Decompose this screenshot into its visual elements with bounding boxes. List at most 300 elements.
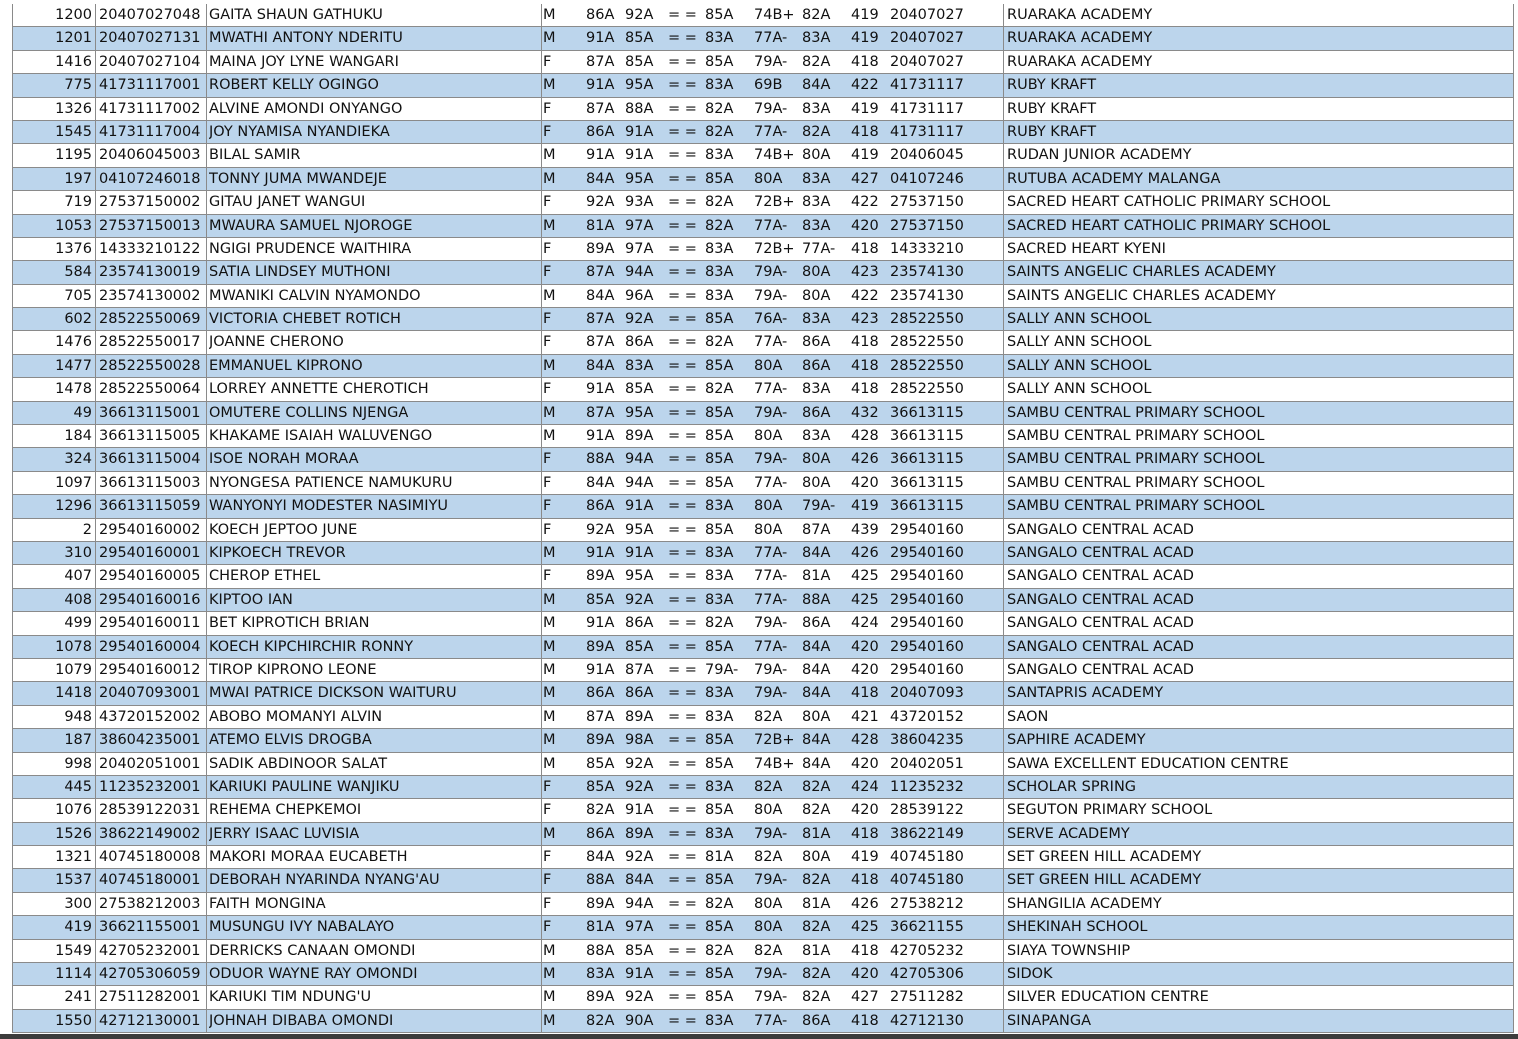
score-5-cell: 80A bbox=[802, 474, 831, 491]
table-row[interactable] bbox=[13, 682, 1513, 705]
score-3-cell: 85A bbox=[705, 802, 734, 819]
score-4-cell: 80A bbox=[754, 521, 783, 538]
student-name-cell: ALVINE AMONDI ONYANGO bbox=[209, 100, 403, 117]
marker-cell: = = bbox=[668, 544, 697, 561]
index-number-cell: 20402051001 bbox=[99, 755, 201, 772]
school-name-cell: SILVER EDUCATION CENTRE bbox=[1007, 989, 1209, 1006]
table-row[interactable] bbox=[13, 823, 1513, 846]
table-row[interactable] bbox=[13, 121, 1513, 144]
school-code-cell: 38604235 bbox=[890, 732, 964, 749]
score-3-cell: 83A bbox=[705, 708, 734, 725]
score-2-cell: 95A bbox=[625, 568, 654, 585]
table-row[interactable] bbox=[13, 916, 1513, 939]
index-number-cell: 23574130019 bbox=[99, 264, 201, 281]
school-code-cell: 41731117 bbox=[890, 77, 964, 94]
marker-cell: = = bbox=[668, 919, 697, 936]
table-row[interactable] bbox=[13, 893, 1513, 916]
total-cell: 419 bbox=[851, 30, 879, 47]
score-2-cell: 97A bbox=[625, 919, 654, 936]
school-code-cell: 28539122 bbox=[890, 802, 964, 819]
school-code-cell: 36613115 bbox=[890, 474, 964, 491]
score-2-cell: 95A bbox=[625, 77, 654, 94]
sex-cell: M bbox=[543, 989, 556, 1006]
table-row[interactable] bbox=[13, 542, 1513, 565]
score-3-cell: 83A bbox=[705, 544, 734, 561]
index-number-cell: 20407027131 bbox=[99, 30, 201, 47]
student-name-cell: NGIGI PRUDENCE WAITHIRA bbox=[209, 240, 412, 257]
score-3-cell: 85A bbox=[705, 872, 734, 889]
school-name-cell: SIDOK bbox=[1007, 966, 1053, 983]
score-1-cell: 86A bbox=[586, 123, 615, 140]
score-1-cell: 89A bbox=[586, 240, 615, 257]
total-cell: 427 bbox=[851, 170, 879, 187]
sex-cell: M bbox=[543, 287, 556, 304]
score-3-cell: 83A bbox=[705, 825, 734, 842]
student-name-cell: JOY NYAMISA NYANDIEKA bbox=[209, 123, 390, 140]
score-1-cell: 87A bbox=[586, 334, 615, 351]
sex-cell: M bbox=[543, 755, 556, 772]
table-row[interactable] bbox=[13, 355, 1513, 378]
school-code-cell: 20407027 bbox=[890, 7, 964, 23]
marker-cell: = = bbox=[668, 334, 697, 351]
score-5-cell: 84A bbox=[802, 638, 831, 655]
score-5-cell: 79A- bbox=[802, 498, 836, 515]
total-cell: 421 bbox=[851, 708, 879, 725]
school-name-cell: RUDAN JUNIOR ACADEMY bbox=[1007, 147, 1192, 164]
total-cell: 418 bbox=[851, 240, 879, 257]
school-code-cell: 20407027 bbox=[890, 53, 964, 70]
score-1-cell: 91A bbox=[586, 30, 615, 47]
table-row[interactable] bbox=[13, 753, 1513, 776]
table-row[interactable] bbox=[13, 402, 1513, 425]
sex-cell: F bbox=[543, 802, 552, 819]
score-4-cell: 76A- bbox=[754, 311, 788, 328]
school-code-cell: 23574130 bbox=[890, 264, 964, 281]
school-code-cell: 20407027 bbox=[890, 30, 964, 47]
score-5-cell: 84A bbox=[802, 685, 831, 702]
index-number-cell: 41731117002 bbox=[99, 100, 201, 117]
index-number-cell: 29540160016 bbox=[99, 591, 201, 608]
score-4-cell: 77A- bbox=[754, 334, 788, 351]
score-2-cell: 86A bbox=[625, 685, 654, 702]
score-4-cell: 72B+ bbox=[754, 240, 795, 257]
score-2-cell: 85A bbox=[625, 638, 654, 655]
sex-cell: M bbox=[543, 170, 556, 187]
total-cell: 419 bbox=[851, 147, 879, 164]
table-row[interactable] bbox=[13, 238, 1513, 261]
table-row[interactable] bbox=[13, 448, 1513, 471]
total-cell: 425 bbox=[851, 591, 879, 608]
student-name-cell: TIROP KIPRONO LEONE bbox=[209, 661, 377, 678]
score-1-cell: 82A bbox=[586, 802, 615, 819]
table-row[interactable] bbox=[13, 565, 1513, 588]
score-1-cell: 91A bbox=[586, 77, 615, 94]
total-cell: 424 bbox=[851, 615, 879, 632]
sex-cell: F bbox=[543, 311, 552, 328]
school-code-cell: 29540160 bbox=[890, 544, 964, 561]
score-5-cell: 86A bbox=[802, 334, 831, 351]
index-number-cell: 42705306059 bbox=[99, 966, 201, 983]
score-1-cell: 88A bbox=[586, 872, 615, 889]
rank-cell: 584 bbox=[64, 264, 92, 281]
score-4-cell: 79A- bbox=[754, 872, 788, 889]
index-number-cell: 29540160005 bbox=[99, 568, 201, 585]
score-2-cell: 85A bbox=[625, 381, 654, 398]
table-row[interactable] bbox=[13, 215, 1513, 238]
student-name-cell: ISOE NORAH MORAA bbox=[209, 451, 359, 468]
score-2-cell: 92A bbox=[625, 7, 654, 23]
table-row[interactable] bbox=[13, 191, 1513, 214]
table-row[interactable] bbox=[13, 331, 1513, 354]
score-3-cell: 85A bbox=[705, 638, 734, 655]
score-4-cell: 79A- bbox=[754, 989, 788, 1006]
sex-cell: M bbox=[543, 30, 556, 47]
score-1-cell: 87A bbox=[586, 53, 615, 70]
rank-cell: 1545 bbox=[55, 123, 92, 140]
score-2-cell: 86A bbox=[625, 615, 654, 632]
score-4-cell: 80A bbox=[754, 919, 783, 936]
school-code-cell: 20407093 bbox=[890, 685, 964, 702]
sex-cell: F bbox=[543, 872, 552, 889]
total-cell: 428 bbox=[851, 732, 879, 749]
score-1-cell: 81A bbox=[586, 919, 615, 936]
school-code-cell: 28522550 bbox=[890, 334, 964, 351]
score-1-cell: 85A bbox=[586, 778, 615, 795]
score-2-cell: 97A bbox=[625, 217, 654, 234]
score-5-cell: 83A bbox=[802, 194, 831, 211]
table-row[interactable] bbox=[13, 869, 1513, 892]
sex-cell: M bbox=[543, 77, 556, 94]
score-3-cell: 82A bbox=[705, 100, 734, 117]
school-name-cell: SAWA EXCELLENT EDUCATION CENTRE bbox=[1007, 755, 1289, 772]
score-3-cell: 85A bbox=[705, 7, 734, 23]
rank-cell: 324 bbox=[64, 451, 92, 468]
marker-cell: = = bbox=[668, 147, 697, 164]
score-4-cell: 77A- bbox=[754, 381, 788, 398]
table-row[interactable] bbox=[13, 986, 1513, 1009]
score-4-cell: 79A- bbox=[754, 615, 788, 632]
table-row[interactable] bbox=[13, 799, 1513, 822]
table-row[interactable] bbox=[13, 495, 1513, 518]
marker-cell: = = bbox=[668, 685, 697, 702]
student-name-cell: KOECH JEPTOO JUNE bbox=[209, 521, 358, 538]
score-3-cell: 82A bbox=[705, 194, 734, 211]
rank-cell: 1296 bbox=[55, 498, 92, 515]
table-row[interactable] bbox=[13, 706, 1513, 729]
table-row[interactable] bbox=[13, 144, 1513, 167]
student-name-cell: MWAURA SAMUEL NJOROGE bbox=[209, 217, 413, 234]
school-name-cell: SCHOLAR SPRING bbox=[1007, 778, 1137, 795]
marker-cell: = = bbox=[668, 942, 697, 959]
school-code-cell: 14333210 bbox=[890, 240, 964, 257]
school-code-cell: 42705306 bbox=[890, 966, 964, 983]
table-row[interactable] bbox=[13, 308, 1513, 331]
table-row[interactable] bbox=[13, 261, 1513, 284]
rank-cell: 1416 bbox=[55, 53, 92, 70]
score-1-cell: 86A bbox=[586, 685, 615, 702]
marker-cell: = = bbox=[668, 287, 697, 304]
rank-cell: 705 bbox=[64, 287, 92, 304]
score-4-cell: 77A- bbox=[754, 30, 788, 47]
rank-cell: 241 bbox=[64, 989, 92, 1006]
rank-cell: 187 bbox=[64, 732, 92, 749]
school-name-cell: SACRED HEART KYENI bbox=[1007, 240, 1166, 257]
score-3-cell: 79A- bbox=[705, 661, 739, 678]
table-row[interactable] bbox=[13, 636, 1513, 659]
student-name-cell: JERRY ISAAC LUVISIA bbox=[209, 825, 360, 842]
score-2-cell: 94A bbox=[625, 895, 654, 912]
score-5-cell: 80A bbox=[802, 708, 831, 725]
index-number-cell: 28539122031 bbox=[99, 802, 201, 819]
marker-cell: = = bbox=[668, 451, 697, 468]
score-3-cell: 83A bbox=[705, 147, 734, 164]
score-3-cell: 82A bbox=[705, 615, 734, 632]
score-4-cell: 77A- bbox=[754, 123, 788, 140]
school-code-cell: 27538212 bbox=[890, 895, 964, 912]
marker-cell: = = bbox=[668, 661, 697, 678]
index-number-cell: 29540160004 bbox=[99, 638, 201, 655]
marker-cell: = = bbox=[668, 357, 697, 374]
rank-cell: 49 bbox=[73, 404, 92, 421]
score-1-cell: 91A bbox=[586, 615, 615, 632]
sex-cell: M bbox=[543, 591, 556, 608]
score-4-cell: 77A- bbox=[754, 638, 788, 655]
score-2-cell: 89A bbox=[625, 428, 654, 445]
student-name-cell: LORREY ANNETTE CHEROTICH bbox=[209, 381, 429, 398]
score-5-cell: 80A bbox=[802, 849, 831, 866]
table-row[interactable] bbox=[13, 612, 1513, 635]
marker-cell: = = bbox=[668, 638, 697, 655]
school-name-cell: RUARAKA ACADEMY bbox=[1007, 53, 1153, 70]
marker-cell: = = bbox=[668, 170, 697, 187]
school-code-cell: 29540160 bbox=[890, 615, 964, 632]
school-code-cell: 27537150 bbox=[890, 194, 964, 211]
table-row[interactable] bbox=[13, 74, 1513, 97]
column-divider bbox=[206, 4, 207, 1033]
score-5-cell: 82A bbox=[802, 53, 831, 70]
score-1-cell: 91A bbox=[586, 428, 615, 445]
school-code-cell: 36613115 bbox=[890, 428, 964, 445]
score-5-cell: 82A bbox=[802, 919, 831, 936]
school-name-cell: SAINTS ANGELIC CHARLES ACADEMY bbox=[1007, 264, 1276, 281]
table-row[interactable] bbox=[13, 98, 1513, 121]
score-1-cell: 86A bbox=[586, 825, 615, 842]
school-name-cell: SET GREEN HILL ACADEMY bbox=[1007, 849, 1202, 866]
rank-cell: 445 bbox=[64, 778, 92, 795]
table-row[interactable] bbox=[13, 846, 1513, 869]
sex-cell: M bbox=[543, 942, 556, 959]
school-code-cell: 29540160 bbox=[890, 661, 964, 678]
rank-cell: 1550 bbox=[55, 1012, 92, 1029]
student-name-cell: KIPKOECH TREVOR bbox=[209, 544, 346, 561]
table-row[interactable] bbox=[13, 963, 1513, 986]
index-number-cell: 40745180001 bbox=[99, 872, 201, 889]
index-number-cell: 36613115059 bbox=[99, 498, 201, 515]
student-name-cell: FAITH MONGINA bbox=[209, 895, 326, 912]
student-name-cell: WANYONYI MODESTER NASIMIYU bbox=[209, 498, 449, 515]
results-table bbox=[12, 4, 1514, 1033]
marker-cell: = = bbox=[668, 966, 697, 983]
rank-cell: 2 bbox=[82, 521, 92, 538]
marker-cell: = = bbox=[668, 53, 697, 70]
index-number-cell: 42705232001 bbox=[99, 942, 201, 959]
rank-cell: 310 bbox=[64, 544, 92, 561]
total-cell: 418 bbox=[851, 872, 879, 889]
score-4-cell: 82A bbox=[754, 849, 783, 866]
marker-cell: = = bbox=[668, 521, 697, 538]
total-cell: 419 bbox=[851, 7, 879, 23]
score-3-cell: 83A bbox=[705, 498, 734, 515]
student-name-cell: SADIK ABDINOOR SALAT bbox=[209, 755, 388, 772]
school-name-cell: SEGUTON PRIMARY SCHOOL bbox=[1007, 802, 1213, 819]
sex-cell: M bbox=[543, 966, 556, 983]
rank-cell: 1195 bbox=[55, 147, 92, 164]
score-1-cell: 88A bbox=[586, 942, 615, 959]
score-3-cell: 85A bbox=[705, 170, 734, 187]
sex-cell: M bbox=[543, 428, 556, 445]
marker-cell: = = bbox=[668, 30, 697, 47]
marker-cell: = = bbox=[668, 123, 697, 140]
marker-cell: = = bbox=[668, 100, 697, 117]
score-5-cell: 83A bbox=[802, 100, 831, 117]
marker-cell: = = bbox=[668, 849, 697, 866]
window-bottom-edge bbox=[0, 1034, 1518, 1039]
table-row[interactable] bbox=[13, 1010, 1513, 1033]
score-1-cell: 89A bbox=[586, 895, 615, 912]
score-2-cell: 94A bbox=[625, 451, 654, 468]
total-cell: 428 bbox=[851, 428, 879, 445]
student-name-cell: GITAU JANET WANGUI bbox=[209, 194, 366, 211]
score-5-cell: 80A bbox=[802, 287, 831, 304]
school-name-cell: SAPHIRE ACADEMY bbox=[1007, 732, 1146, 749]
rank-cell: 775 bbox=[64, 77, 92, 94]
score-3-cell: 85A bbox=[705, 451, 734, 468]
table-row[interactable] bbox=[13, 776, 1513, 799]
index-number-cell: 14333210122 bbox=[99, 240, 201, 257]
score-1-cell: 91A bbox=[586, 661, 615, 678]
student-name-cell: JOANNE CHERONO bbox=[209, 334, 344, 351]
score-5-cell: 80A bbox=[802, 264, 831, 281]
school-code-cell: 40745180 bbox=[890, 849, 964, 866]
rank-cell: 1477 bbox=[55, 357, 92, 374]
table-row[interactable] bbox=[13, 285, 1513, 308]
rank-cell: 719 bbox=[64, 194, 92, 211]
score-1-cell: 89A bbox=[586, 732, 615, 749]
score-4-cell: 82A bbox=[754, 708, 783, 725]
rank-cell: 300 bbox=[64, 895, 92, 912]
marker-cell: = = bbox=[668, 989, 697, 1006]
score-3-cell: 85A bbox=[705, 755, 734, 772]
score-1-cell: 84A bbox=[586, 170, 615, 187]
total-cell: 418 bbox=[851, 1012, 879, 1029]
score-1-cell: 86A bbox=[586, 498, 615, 515]
sex-cell: F bbox=[543, 334, 552, 351]
school-code-cell: 29540160 bbox=[890, 568, 964, 585]
table-row[interactable] bbox=[13, 27, 1513, 50]
sex-cell: M bbox=[543, 661, 556, 678]
score-4-cell: 77A- bbox=[754, 591, 788, 608]
rank-cell: 1476 bbox=[55, 334, 92, 351]
table-row[interactable] bbox=[13, 425, 1513, 448]
total-cell: 439 bbox=[851, 521, 879, 538]
school-code-cell: 20402051 bbox=[890, 755, 964, 772]
score-1-cell: 81A bbox=[586, 217, 615, 234]
table-row[interactable] bbox=[13, 4, 1513, 27]
marker-cell: = = bbox=[668, 755, 697, 772]
table-row[interactable] bbox=[13, 659, 1513, 682]
score-5-cell: 83A bbox=[802, 170, 831, 187]
rank-cell: 1526 bbox=[55, 825, 92, 842]
score-4-cell: 80A bbox=[754, 170, 783, 187]
rank-cell: 998 bbox=[64, 755, 92, 772]
rank-cell: 1549 bbox=[55, 942, 92, 959]
school-code-cell: 28522550 bbox=[890, 381, 964, 398]
score-2-cell: 92A bbox=[625, 989, 654, 1006]
marker-cell: = = bbox=[668, 404, 697, 421]
score-1-cell: 83A bbox=[586, 966, 615, 983]
score-4-cell: 79A- bbox=[754, 404, 788, 421]
score-3-cell: 85A bbox=[705, 732, 734, 749]
rank-cell: 1321 bbox=[55, 849, 92, 866]
table-row[interactable] bbox=[13, 472, 1513, 495]
total-cell: 423 bbox=[851, 311, 879, 328]
score-4-cell: 72B+ bbox=[754, 732, 795, 749]
score-5-cell: 86A bbox=[802, 615, 831, 632]
score-2-cell: 92A bbox=[625, 778, 654, 795]
score-3-cell: 85A bbox=[705, 474, 734, 491]
table-row[interactable] bbox=[13, 168, 1513, 191]
table-row[interactable] bbox=[13, 378, 1513, 401]
score-4-cell: 74B+ bbox=[754, 755, 795, 772]
score-5-cell: 82A bbox=[802, 989, 831, 1006]
student-name-cell: KOECH KIPCHIRCHIR RONNY bbox=[209, 638, 414, 655]
score-2-cell: 83A bbox=[625, 357, 654, 374]
student-name-cell: CHEROP ETHEL bbox=[209, 568, 321, 585]
index-number-cell: 27538212003 bbox=[99, 895, 201, 912]
score-5-cell: 84A bbox=[802, 544, 831, 561]
school-name-cell: SAMBU CENTRAL PRIMARY SCHOOL bbox=[1007, 428, 1265, 445]
score-5-cell: 81A bbox=[802, 895, 831, 912]
table-row[interactable] bbox=[13, 589, 1513, 612]
school-code-cell: 43720152 bbox=[890, 708, 964, 725]
table-row[interactable] bbox=[13, 729, 1513, 752]
score-2-cell: 86A bbox=[625, 334, 654, 351]
table-row[interactable] bbox=[13, 940, 1513, 963]
student-name-cell: DERRICKS CANAAN OMONDI bbox=[209, 942, 416, 959]
score-5-cell: 86A bbox=[802, 404, 831, 421]
index-number-cell: 28522550069 bbox=[99, 311, 201, 328]
score-5-cell: 83A bbox=[802, 311, 831, 328]
sex-cell: F bbox=[543, 381, 552, 398]
marker-cell: = = bbox=[668, 498, 697, 515]
score-2-cell: 93A bbox=[625, 194, 654, 211]
table-row[interactable] bbox=[13, 519, 1513, 542]
total-cell: 426 bbox=[851, 895, 879, 912]
score-2-cell: 91A bbox=[625, 966, 654, 983]
total-cell: 426 bbox=[851, 544, 879, 561]
rank-cell: 1078 bbox=[55, 638, 92, 655]
student-name-cell: ROBERT KELLY OGINGO bbox=[209, 77, 379, 94]
index-number-cell: 36613115004 bbox=[99, 451, 201, 468]
index-number-cell: 27537150002 bbox=[99, 194, 201, 211]
total-cell: 432 bbox=[851, 404, 879, 421]
school-code-cell: 23574130 bbox=[890, 287, 964, 304]
table-row[interactable] bbox=[13, 51, 1513, 74]
index-number-cell: 04107246018 bbox=[99, 170, 201, 187]
rank-cell: 1376 bbox=[55, 240, 92, 257]
score-4-cell: 72B+ bbox=[754, 194, 795, 211]
table-body bbox=[13, 4, 1513, 1033]
